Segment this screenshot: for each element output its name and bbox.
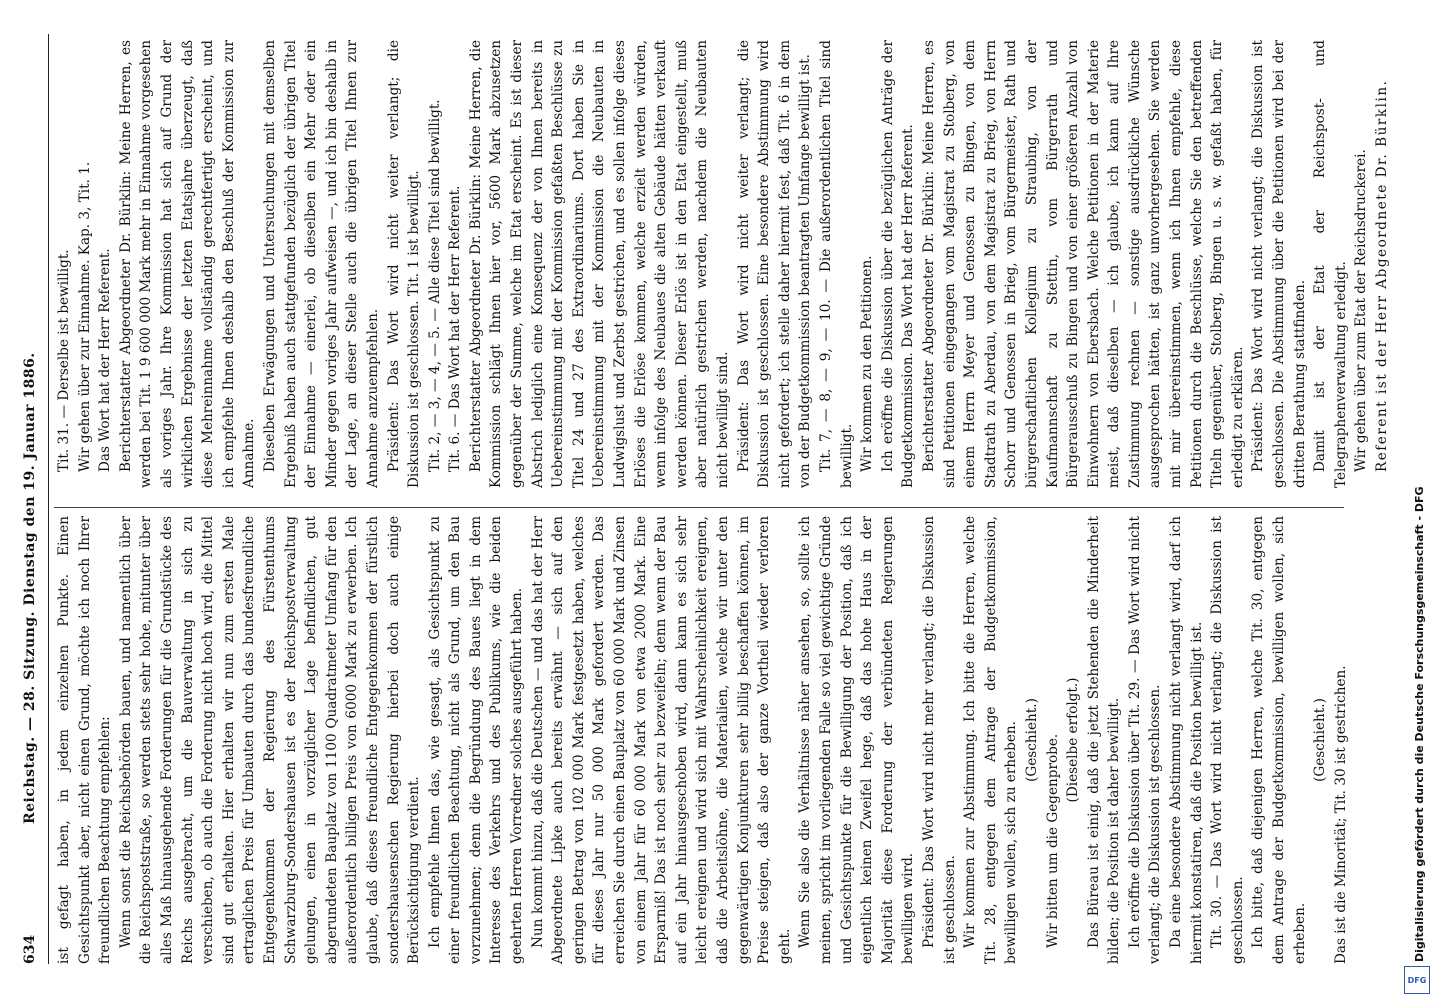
paragraph: Wir bitten um die Gegenprobe. [1044,733,1061,948]
paragraph: Dieselben Erwägungen und Untersuchungen mit demselben Ergebniß haben auch stattgefunden bezüglich der übrigen Titel der Einnahme — einerlei, ob dieselben ein Mehr oder ein Minder gegen voriges Jahr aufweisen —, und ich bin deshalb in der Lage, an dieser Stelle auch die übrigen Titel Ihnen zur Annahme anzuempfehlen. [261,40,381,488]
paragraph: Nun kommt hinzu, daß die Deutschen — und das hat der Herr Abgeordnete Lipke auch bereits erwähnt — sich auf den geringen Betrag von 102 000 Mark festgesetzt haben, welches für dieses Jahr nur 50 000 Mark gefordert werden. Das erreichen Sie durch einen Bauplatz von 60 000 Mark und Zinsen von einem Jahr für 60 000 Mark von etwa 2000 Mark. Eine Ersparniß! Das ist noch sehr zu bezweifeln; denn wenn der Bau auf ein Jahr hinausgeschoben wird, dann kann es sich sehr leicht ereignen und wird sich mit Wahrscheinlichkeit ereignen, daß die Arbeitslöhne, die Materialien, welche wir unter den gegenwärtigen Konjunkturen sehr billig beschaffen können, im Preise steigen, daß also der ganze Vortheil wieder verloren geht. [529,516,793,964]
paragraph: Ich eröffne die Diskussion über Tit. 29. — Das Wort wird nicht verlangt; die Diskussion ist geschlossen. [1126,516,1164,964]
paragraph: Ich eröffne die Diskussion über die bezüglichen Anträge der Budgetkommission. Das Wort hat der Herr Referent. [879,40,917,488]
paragraph: Tit. 7, — 8, — 9, — 10. — Die außerordentlichen Titel sind bewilligt. [817,40,855,488]
paragraph: ist gefagt haben, in jedem einzelnen Punkte. Einen Gesichtspunkt aber, nicht einen Grund, möchte ich noch Ihrer freundlichen Beachtung empfehlen: [56,516,114,964]
dfg-logo-icon: DFG [1404,966,1430,994]
page-number: 634 [22,934,38,964]
paragraph: Damit ist der Etat der Reichspost- und Telegraphenverwaltung erledigt. [1312,40,1349,488]
paragraph: Berichterstatter Abgeordneter Dr. Bürklin: Meine Herren, es sind Petitionen eingegangen vom Magistrat zu Stolberg, von einem Herrn Meyer und Genossen zu Bingen, von dem Stadtrath zu Aberdau, von dem Magistrat zu Brieg, von Herrn Schorr und Genossen in Brieg, vom Bürgermeister, Rath und bürgerschaftlichen Kollegium zu Straubing, von der Kaufmannschaft zu Stettin, vom Bürgerrath und Bürgerausschuß zu Bingen und von einer größeren Anzahl von Einwohnern von Ebersbach. Welche Petitionen in der Materie meist, daß dieselben — ich glaube, ich kann auf Ihre Zustimmung rechnen — sonstige ausdrückliche Wünsche ausgesprochen hätten, ist ganz unvorhergesehen. Sie werden mit mir übereinstimmen, wenn ich Ihnen empfehle, diese Petitionen durch die Beschlüsse, welche Sie den betreffenden Titeln gegenüber, Stolberg, Bingen u. s. w. gefaßt haben, für erledigt zu erklären. [920,40,1246,488]
paragraph: Tit. 6. — Das Wort hat der Herr Referent. [447,185,464,472]
paragraph: Präsident: Das Wort wird nicht verlangt; die Diskussion ist geschlossen. Die Abstimmung über die Petitionen wird bei der dritten Berathung stattfinden. [1250,40,1308,488]
paragraph: (Dieselbe erfolgt.) [1065,677,1082,803]
paragraph: Berichterstatter Abgeordneter Dr. Bürklin: Meine Herren, die Kommission schlägt Ihnen hier vor, 5600 Mark abzusetzen gegenüber der Summe, welche im Etat erscheint. Es ist dieser Abstrich lediglich eine Konsequenz der von Ihnen bereits in Uebereinstimmung mit der Kommission gefaßten Beschlüsse zu Titel 24 und 27 des Extraordinariums. Dort haben Sie in Uebereinstimmung mit der Kommission die Neubauten in Ludwigslust und Zerbst gestrichen, und es sollen infolge dieses Erlöses die Erlöse kommen, welche erzielt werden würden, wenn infolge des Neubaues die alten Gebäude hätten verkauft werden können. Dieser Erlös ist in den Etat eingestellt, muß aber natürlich gestrichen werden, nachdem die Neubauten nicht bewilligt sind. [467,40,731,488]
digitization-credit-text: Digitalisierung gefördert durch die Deutsche Forschungsgemeinschaft - DFG [1413,486,1426,962]
paragraph: Da eine besondere Abstimmung nicht verlangt wird, darf ich hiermit konstatiren, daß die Position bewilligt ist. [1168,516,1205,964]
column-divider [54,507,1344,508]
paragraph: Das Büreau ist einig, daß die jetzt Stehenden die Minderheit bilden; die Position ist daher bewilligt. [1085,516,1123,964]
left-column [54,516,1351,964]
paragraph: Präsident: Das Wort wird nicht weiter verlangt; die Diskussion ist geschlossen. Eine besondere Abstimmung wird nicht gefordert; ich stelle daher hiermit fest, daß Tit. 6 in dem von der Budgetkommission beantragten Umfange bewilligt ist. [735,40,814,488]
paragraph: Tit. 31. — Derselbe ist bewilligt. [56,249,72,472]
paragraph: Berichterstatter Abgeordneter Dr. Bürklin: Meine Herren, es werden bei Tit. 1 9 600 000 Mark mehr in Einnahme vorgesehen als voriges Jahr. Ihre Kommission hat sich auf Grund der wirklichen Ergebnisse der letzten Etatsjahre überzeugt, daß diese Mehreinnahme vollständig gerechtfertigt erscheint, und ich empfehle Ihnen deshalb den Beschluß der Kommission zur Annahme. [117,39,258,488]
paragraph: Das Wort hat der Herr Referent. [97,248,114,472]
paragraph: Tit. 2, — 3, — 4, — 5. — Alle diese Titel sind bewilligt. [426,99,443,472]
paragraph: Referent ist der Herr Abgeordnete Dr. Bürklin. [1374,79,1390,472]
paragraph: (Geschieht.) [1312,698,1329,782]
header-title: Reichstag. — 28. Sitzung. Dienstag den 19. Januar 1886. [22,352,38,824]
page-header [20,34,44,964]
paragraph: Präsident: Das Wort wird nicht weiter verlangt; die Diskussion ist geschlossen. Tit. 1 ist bewilligt. [385,40,423,488]
paragraph: Tit. 30. — Das Wort wird nicht verlangt; die Diskussion ist geschlossen. [1209,516,1246,964]
paragraph: Wenn Sie also die Verhältnisse näher ansehen, so, sollte ich meinen, spricht im vorliegenden Falle so viel gewichtige Gründe und Gesichtspunkte für die Bewilligung der Position, daß ich eigentlich keinen Zweifel hege, daß das hohe Haus in der Majorität diese Forderung der verbündeten Regierungen bewilligen wird. [797,516,917,964]
paragraph: Wir gehen über zum Etat der Reichsdruckerei. [1353,149,1370,472]
paragraph: Wir kommen zur Abstimmung. Ich bitte die Herren, welche Tit. 28, entgegen dem Antrage der Budgetkommission, bewilligen wollen, sich zu erheben. [962,516,1020,964]
paragraph: Ich bitte, daß diejenigen Herren, welche Tit. 30, entgegen dem Antrage der Budgetkommission, bewilligen wollen, sich erheben. [1250,516,1308,964]
paragraph: Das ist die Minorität; Tit. 30 ist gestrichen. [1332,665,1349,964]
paragraph: Ich empfehle Ihnen das, wie gesagt, als Gesichtspunkt zu einer freundlichen Beachtung, nicht als Grund, um den Bau vorzunehmen; denn die Begründung des Baues liegt in dem Interesse des Verkehrs und des Publikums, wie die beiden geehrten Herren Vorredner solches ausgeführt haben. [426,516,526,964]
paragraph: Wir gehen über zur Einnahme. Kap. 3, Tit. 1. [76,161,93,472]
right-column [54,40,1393,488]
paragraph: Wir kommen zu den Petitionen. [859,255,876,472]
digitization-credit-strip [1400,0,1432,1000]
header-rule [48,34,49,964]
paragraph: (Geschieht.) [1023,698,1040,782]
paragraph: Wenn sonst die Reichsbehörden bauen, und namentlich über die Reichspoststraße, so werden stets sehr hohe, mitunter über alles Maß hinausgehende Forderungen für die Grundstücke des Reichs ausgebracht, um die Bauverwaltung in sich zu verschieben, ob auch die Forderung nicht hoch wird, die Mittel sind gut erhalten. Hier erhalten wir nun zum ersten Male ertraglichen Preis für Umbauten durch das bundesfreundliche Entgegenkommen der Regierung des Fürstenthums Schwarzburg-Sondershausen ist es der Reichspostverwaltung gelungen, einen in vorzüglicher Lage befindlichen, gut abgerundeten Bauplatz von 1100 Quadratmeter Umfang für den außerordentlich billigen Preis von 6000 Mark zu erwerben. Ich glaube, daß dieses freundliche Entgegenkommen der fürstlich sondershausenschen Regierung hierbei doch auch einige Berücksichtigung verdient. [117,516,423,964]
paragraph: Präsident: Das Wort wird nicht mehr verlangt; die Diskussion ist geschlossen. [920,516,958,964]
